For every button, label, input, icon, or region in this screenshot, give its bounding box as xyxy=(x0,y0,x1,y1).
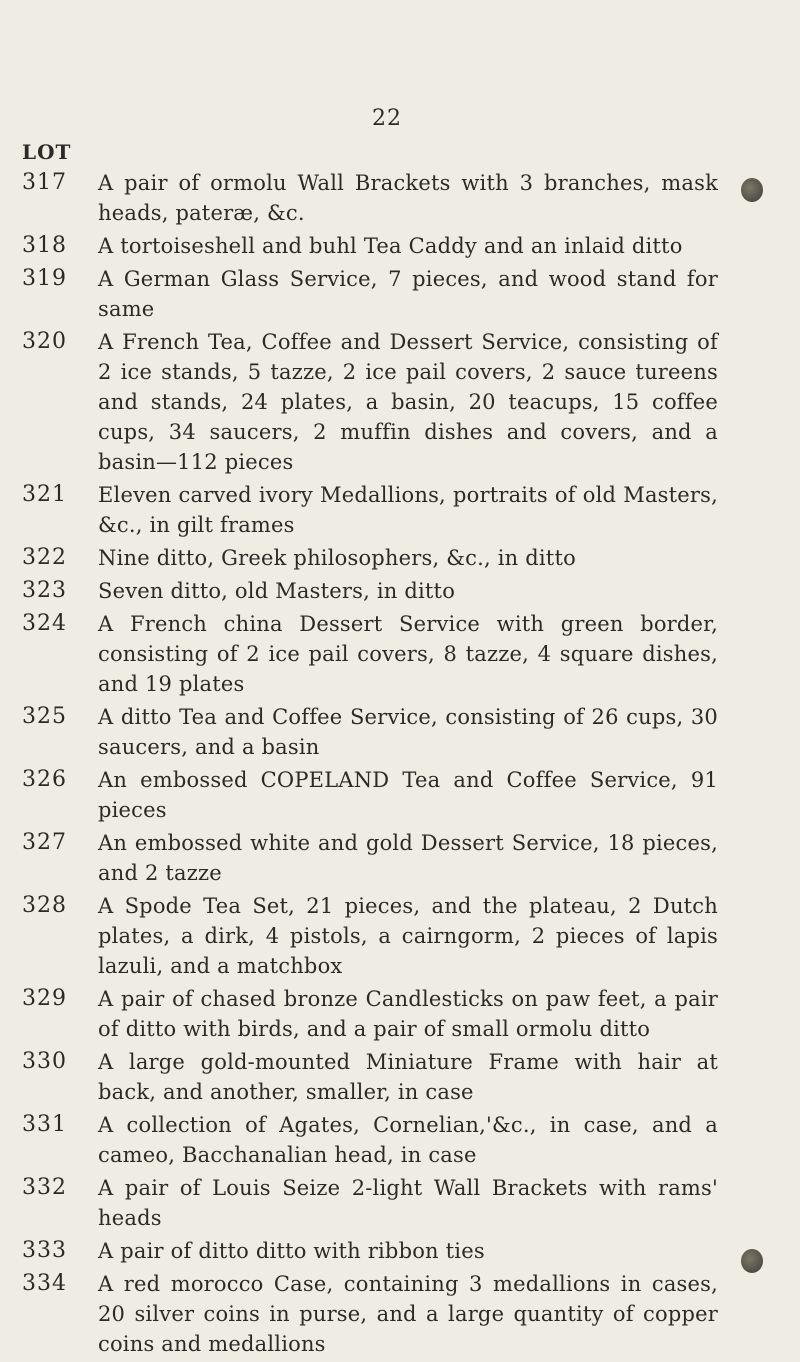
ink-spot-decoration xyxy=(741,178,763,202)
lot-number: 333 xyxy=(22,1238,67,1263)
catalogue-entry xyxy=(0,480,800,540)
catalogue-entry xyxy=(0,702,800,762)
catalogue-entry xyxy=(0,543,800,573)
lot-description: An embossed white and gold Dessert Service, 18 pieces, and 2 tazze xyxy=(98,831,718,885)
catalogue-entry xyxy=(0,231,800,261)
lot-description: Seven ditto, old Masters, in ditto xyxy=(98,579,456,603)
lot-number: 320 xyxy=(22,329,67,354)
lot-column-header: LOT xyxy=(22,140,72,164)
catalogue-entry xyxy=(0,264,800,324)
lot-number: 324 xyxy=(22,611,67,636)
lot-number: 334 xyxy=(22,1271,67,1296)
catalogue-entry xyxy=(0,1110,800,1170)
catalogue-entry xyxy=(0,576,800,606)
lot-description: A German Glass Service, 7 pieces, and wood stand for same xyxy=(98,267,718,321)
lot-description: A collection of Agates, Cornelian,'&c., in case, and a cameo, Bacchanalian head, in case xyxy=(98,1113,718,1167)
lot-description: A pair of chased bronze Candlesticks on paw feet, a pair of ditto with birds, and a pair of small ormolu ditto xyxy=(98,987,718,1041)
catalogue-entry xyxy=(0,1236,800,1266)
catalogue-entry xyxy=(0,168,800,228)
lot-number: 317 xyxy=(22,170,67,195)
lot-number: 330 xyxy=(22,1049,67,1074)
catalogue-entry xyxy=(0,1173,800,1233)
catalogue-entry xyxy=(0,1047,800,1107)
catalogue-entry xyxy=(0,984,800,1044)
ink-spot-decoration xyxy=(741,1249,763,1273)
lot-description: A large gold-mounted Miniature Frame with hair at back, and another, smaller, in case xyxy=(98,1050,718,1104)
lot-description: A ditto Tea and Coffee Service, consisting of 26 cups, 30 saucers, and a basin xyxy=(98,705,718,759)
page-number: 22 xyxy=(372,106,402,131)
lot-description: Eleven carved ivory Medallions, portraits of old Masters, &c., in gilt frames xyxy=(98,483,718,537)
lot-number: 332 xyxy=(22,1175,67,1200)
lot-number: 329 xyxy=(22,986,67,1011)
catalogue-entry xyxy=(0,765,800,825)
lot-description: An embossed COPELAND Tea and Coffee Service, 91 pieces xyxy=(98,768,718,822)
catalogue-entries xyxy=(0,168,800,1362)
lot-description: A French china Dessert Service with green border, consisting of 2 ice pail covers, 8 tazze, 4 square dishes, and 19 plates xyxy=(98,612,718,696)
lot-number: 326 xyxy=(22,767,67,792)
lot-number: 322 xyxy=(22,545,67,570)
lot-description: A Spode Tea Set, 21 pieces, and the plateau, 2 Dutch plates, a dirk, 4 pistols, a cairngorm, 2 pieces of lapis lazuli, and a matchbox xyxy=(98,894,718,978)
lot-description: A pair of ditto ditto with ribbon ties xyxy=(98,1239,485,1263)
catalogue-entry xyxy=(0,609,800,699)
lot-number: 327 xyxy=(22,830,67,855)
lot-number: 319 xyxy=(22,266,67,291)
lot-description: A French Tea, Coffee and Dessert Service, consisting of 2 ice stands, 5 tazze, 2 ice pail covers, 2 sauce tureens and stands, 24 plates, a basin, 20 teacups, 15 coffee cups, 34 saucers, 2 muffin dishes and covers, and a basin—112 pieces xyxy=(98,330,718,474)
catalogue-entry xyxy=(0,327,800,477)
lot-number: 323 xyxy=(22,578,67,603)
lot-number: 328 xyxy=(22,893,67,918)
lot-description: A tortoiseshell and buhl Tea Caddy and an inlaid ditto xyxy=(98,234,683,258)
catalogue-entry xyxy=(0,1269,800,1359)
lot-description: A pair of Louis Seize 2-light Wall Brackets with rams' heads xyxy=(98,1176,718,1230)
lot-description: A pair of ormolu Wall Brackets with 3 branches, mask heads, pateræ, &c. xyxy=(98,171,718,225)
lot-number: 321 xyxy=(22,482,67,507)
catalogue-entry xyxy=(0,891,800,981)
lot-number: 318 xyxy=(22,233,67,258)
lot-description: Nine ditto, Greek philosophers, &c., in ditto xyxy=(98,546,576,570)
lot-number: 331 xyxy=(22,1112,67,1137)
catalogue-entry xyxy=(0,828,800,888)
lot-number: 325 xyxy=(22,704,67,729)
lot-description: A red morocco Case, containing 3 medallions in cases, 20 silver coins in purse, and a large quantity of copper coins and medallions xyxy=(98,1272,718,1356)
